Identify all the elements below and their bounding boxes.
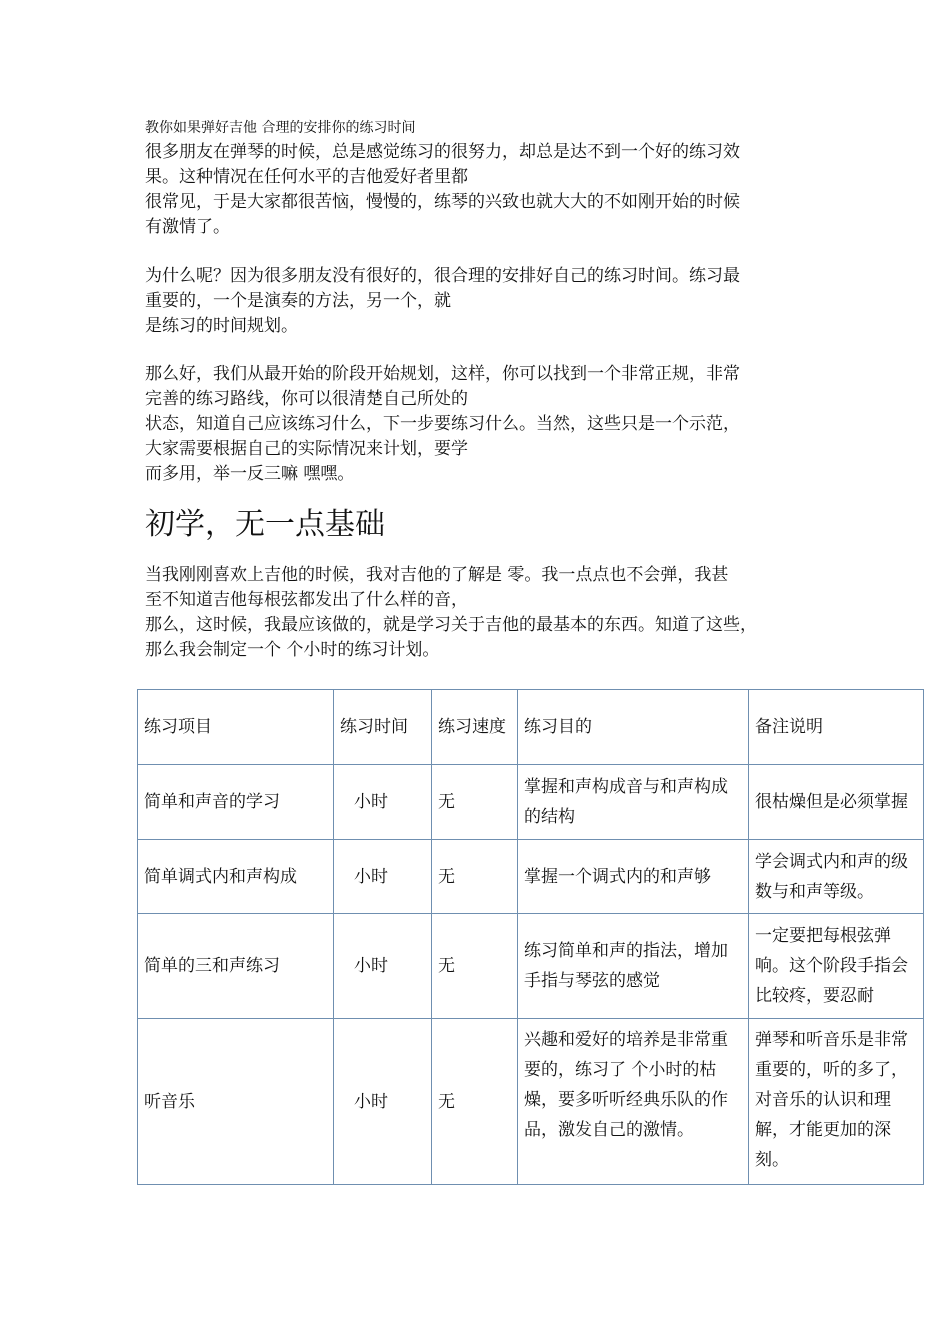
cell-notes: 很枯燥但是必须掌握 xyxy=(749,765,924,840)
cell-time: 小时 xyxy=(334,840,432,914)
cell-speed: 无 xyxy=(432,765,518,840)
paragraph-line: 状态，知道自己应该练习什么，下一步要练习什么。当然，这些只是一个示范， xyxy=(145,414,740,434)
section-heading: 初学，无一点基础 xyxy=(145,507,385,542)
paragraph-line: 很常见，于是大家都很苦恼，慢慢的，练琴的兴致也就大大的不如刚开始的时候 xyxy=(145,192,740,212)
header-cell-notes: 备注说明 xyxy=(749,690,924,765)
intro-paragraph-1 xyxy=(145,140,815,240)
table-row xyxy=(138,1019,924,1185)
paragraph-line: 当我刚刚喜欢上吉他的时候，我对吉他的了解是 零。我一点点也不会弹，我甚 xyxy=(145,565,729,585)
paragraph-line: 那么好，我们从最开始的阶段开始规划，这样，你可以找到一个非常正规，非常 xyxy=(145,364,740,384)
table-row xyxy=(138,914,924,1019)
paragraph-line: 大家需要根据自己的实际情况来计划，要学 xyxy=(145,439,468,459)
intro-paragraph-2 xyxy=(145,264,815,339)
header-cell-speed: 练习速度 xyxy=(432,690,518,765)
paragraph-line: 至不知道吉他每根弦都发出了什么样的音， xyxy=(145,590,468,610)
paragraph-line: 完善的练习路线，你可以很清楚自己所处的 xyxy=(145,389,468,409)
document-title: 教你如果弹好吉他 合理的安排你的练习时间 xyxy=(145,120,416,136)
cell-notes: 弹琴和听音乐是非常重要的，听的多了，对音乐的认识和理解，才能更加的深刻。 xyxy=(749,1019,924,1185)
table-row xyxy=(138,840,924,914)
paragraph-line: 果。这种情况在任何水平的吉他爱好者里都 xyxy=(145,167,468,187)
cell-notes: 一定要把每根弦弹响。这个阶段手指会比较疼，要忍耐 xyxy=(749,914,924,1019)
cell-purpose: 掌握一个调式内的和声够 xyxy=(518,840,749,914)
intro-paragraph-3 xyxy=(145,362,815,487)
paragraph-line: 是练习的时间规划。 xyxy=(145,316,298,336)
cell-purpose: 练习简单和声的指法，增加手指与琴弦的感觉 xyxy=(518,914,749,1019)
table-header-row xyxy=(138,690,924,765)
cell-purpose: 掌握和声构成音与和声构成的结构 xyxy=(518,765,749,840)
paragraph-line: 有激情了。 xyxy=(145,217,230,237)
cell-time: 小时 xyxy=(334,1019,432,1185)
cell-notes: 学会调式内和声的级数与和声等级。 xyxy=(749,840,924,914)
cell-speed: 无 xyxy=(432,840,518,914)
header-cell-item: 练习项目 xyxy=(138,690,334,765)
paragraph-line: 而多用，举一反三嘛 嘿嘿。 xyxy=(145,464,355,484)
cell-time: 小时 xyxy=(334,914,432,1019)
cell-item: 简单调式内和声构成 xyxy=(138,840,334,914)
cell-time: 小时 xyxy=(334,765,432,840)
section-paragraph xyxy=(145,563,815,663)
paragraph-line: 那么我会制定一个 个小时的练习计划。 xyxy=(145,640,440,660)
header-cell-purpose: 练习目的 xyxy=(518,690,749,765)
cell-speed: 无 xyxy=(432,1019,518,1185)
cell-purpose: 兴趣和爱好的培养是非常重要的，练习了 个小时的枯燥，要多听听经典乐队的作品，激发自己的激情。 xyxy=(518,1019,749,1185)
table-row xyxy=(138,765,924,840)
cell-speed: 无 xyxy=(432,914,518,1019)
cell-item: 简单和声音的学习 xyxy=(138,765,334,840)
header-cell-time: 练习时间 xyxy=(334,690,432,765)
practice-plan-table xyxy=(137,689,924,1185)
cell-item: 简单的三和声练习 xyxy=(138,914,334,1019)
paragraph-line: 那么，这时候，我最应该做的，就是学习关于吉他的最基本的东西。知道了这些， xyxy=(145,615,757,635)
paragraph-line: 很多朋友在弹琴的时候，总是感觉练习的很努力，却总是达不到一个好的练习效 xyxy=(145,142,740,162)
paragraph-line: 重要的，一个是演奏的方法，另一个，就 xyxy=(145,291,451,311)
paragraph-line: 为什么呢？因为很多朋友没有很好的，很合理的安排好自己的练习时间。练习最 xyxy=(145,266,740,286)
cell-item: 听音乐 xyxy=(138,1019,334,1185)
